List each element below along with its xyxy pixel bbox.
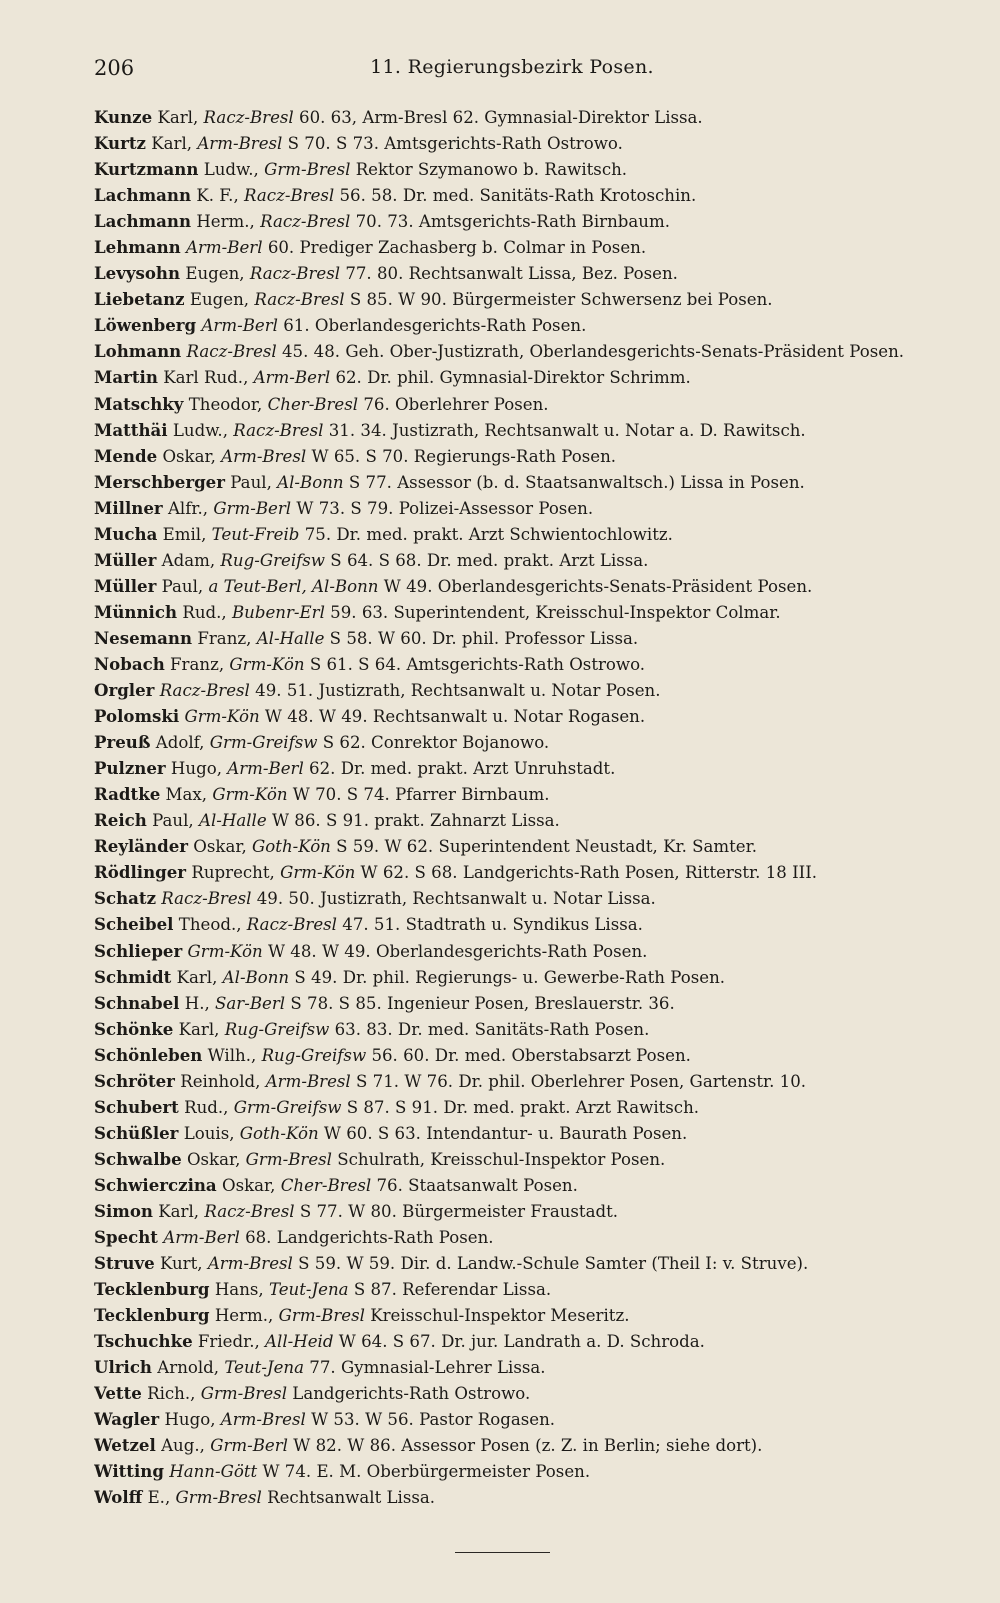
entry-given-name: K. F., [196,186,239,206]
entry-surname: Kurtz [94,133,146,154]
entry-surname: Wolff [94,1487,143,1508]
entry-details: S 70. S 73. Amtsgerichts-Rath Ostrowo. [287,134,623,154]
entry-surname: Schönleben [94,1044,203,1065]
entry-surname: Lohmann [94,341,182,362]
entry-given-name: Ludw., [172,420,228,440]
entry-surname: Kunze [94,107,153,127]
entry-university: Grm-Greifsw [209,733,318,753]
entry-surname: Lachmann [94,185,192,206]
entry-details: 77. Gymnasial-Lehrer Lissa. [309,1358,546,1378]
list-item [94,781,960,807]
entry-details: 31. 34. Justizrath, Rechtsanwalt u. Notar a. D. Rawitsch. [328,420,806,440]
entry-details: W 53. W 56. Pastor Rogasen. [311,1410,556,1430]
entry-given-name: Oskar, [162,446,216,466]
list-item [94,938,960,964]
entry-surname: Nesemann [94,627,193,648]
entry-details: 56. 60. Dr. med. Oberstabsarzt Posen. [371,1045,691,1065]
entry-surname: Schönke [94,1018,174,1039]
list-item [94,1094,960,1120]
entry-given-name: Kurt, [159,1254,203,1274]
page-number: 206 [94,56,135,80]
entry-given-name: Franz, [170,654,225,674]
entry-details: W 49. Oberlandesgerichts-Senats-Präsident Posen. [383,576,813,596]
entry-given-name: Oskar, [193,837,247,857]
entry-given-name: Arnold, [157,1358,220,1378]
entry-university: Goth-Kön [239,1123,319,1143]
entry-surname: Polomski [94,706,180,727]
entry-given-name: Karl, [158,1201,200,1221]
list-item [94,1224,960,1250]
entry-details: W 62. S 68. Landgerichts-Rath Posen, Ritterstr. 18 III. [360,863,818,883]
entry-details: S 87. Referendar Lissa. [353,1280,552,1300]
entry-surname: Münnich [94,601,178,622]
entry-university: Grm-Bresl [175,1488,262,1508]
entry-surname: Vette [94,1383,142,1404]
entry-university: Racz-Bresl [246,915,337,935]
entry-given-name: Eugen, [189,290,250,310]
entry-surname: Schröter [94,1070,175,1091]
entry-surname: Merschberger [94,471,225,492]
entry-surname: Tschuchke [94,1331,193,1352]
entry-given-name: Theod., [178,915,242,935]
list-item [94,1458,960,1484]
entry-university: Arm-Berl [253,368,331,388]
running-head: 11. Regierungsbezirk Posen. [370,56,654,78]
entry-surname: Scheibel [94,914,174,935]
entry-details: W 70. S 74. Pfarrer Birnbaum. [292,785,550,805]
entry-given-name: Hugo, [170,759,222,779]
entry-details: S 85. W 90. Bürgermeister Schwersenz bei Posen. [349,290,773,310]
entry-surname: Rödlinger [94,862,187,883]
list-item [94,312,960,338]
list-item [94,1250,960,1276]
entry-given-name: Paul, [161,576,204,596]
entry-details: 68. Landgerichts-Rath Posen. [245,1228,494,1248]
entry-university: Grm-Berl [213,498,292,518]
entry-university: Racz-Bresl [159,681,250,701]
entry-surname: Martin [94,367,158,388]
entry-surname: Schwierczina [94,1174,217,1195]
list-item [94,364,960,390]
entry-surname: Mende [94,445,158,466]
entry-surname: Ulrich [94,1357,152,1378]
entry-university: Hann-Gött [169,1462,258,1482]
list-item [94,1380,960,1406]
entry-details: W 48. W 49. Oberlandesgerichts-Rath Posen. [267,941,648,961]
footer-rule [455,1552,550,1553]
entry-university: Rug-Greifsw [224,1019,330,1039]
entry-university: Arm-Bresl [207,1254,293,1274]
entry-university: Al-Halle [256,628,325,648]
entry-details: S 59. W 62. Superintendent Neustadt, Kr. Samter. [336,837,757,857]
entry-details: 59. 63. Superintendent, Kreisschul-Inspektor Colmar. [330,602,781,622]
list-item [94,417,960,443]
entry-university: Arm-Berl [186,238,263,258]
entry-given-name: Wilh., [207,1045,257,1065]
list-item [94,990,960,1016]
list-item [94,443,960,469]
entry-university: Teut-Jena [224,1358,304,1378]
entry-given-name: Friedr., [197,1332,260,1352]
entry-given-name: Theodor, [188,394,263,414]
entry-details: 75. Dr. med. prakt. Arzt Schwientochlowitz. [304,524,673,544]
entry-surname: Orgler [94,680,155,701]
entry-university: Arm-Berl [201,316,278,336]
entry-surname: Reyländer [94,836,189,857]
entry-university: Rug-Greifsw [220,550,326,570]
list-item [94,1068,960,1094]
entry-university: Grm-Kön [184,707,260,727]
list-item [94,547,960,573]
entry-university: Al-Halle [198,811,267,831]
entry-university: a Teut-Berl, Al-Bonn [208,576,379,596]
list-item [94,234,960,260]
entry-surname: Tecklenburg [94,1305,210,1326]
entry-details: S 77. W 80. Bürgermeister Fraustadt. [299,1201,619,1221]
entry-details: W 60. S 63. Intendantur- u. Baurath Posen. [323,1123,688,1143]
entry-given-name: Rich., [147,1384,196,1404]
entry-details: S 49. Dr. phil. Regierungs- u. Gewerbe-Rath Posen. [294,967,726,987]
list-item [94,1484,960,1510]
entry-university: Grm-Berl [210,1436,288,1456]
list-item [94,573,960,599]
entry-given-name: Herm., [196,212,255,232]
entry-surname: Tecklenburg [94,1279,210,1300]
entry-details: W 86. S 91. prakt. Zahnarzt Lissa. [271,811,560,831]
entry-university: Grm-Kön [280,863,356,883]
entry-details: 62. Dr. phil. Gymnasial-Direktor Schrimm. [335,368,691,388]
entry-surname: Preuß [94,732,151,753]
entry-surname: Schmidt [94,966,172,987]
entry-details: S 78. S 85. Ingenieur Posen, Breslauerstr. 36. [290,993,675,1013]
list-item [94,521,960,547]
entry-given-name: Karl Rud., [163,368,249,388]
list-item [94,1172,960,1198]
list-item [94,1016,960,1042]
list-item [94,1328,960,1354]
entry-surname: Löwenberg [94,315,197,336]
entry-university: Arm-Bresl [221,446,307,466]
entry-university: Al-Bonn [277,472,344,492]
entry-given-name: Hugo, [164,1410,216,1430]
entry-surname: Schlieper [94,940,183,961]
list-item [94,338,960,364]
entry-given-name: Reinhold, [180,1071,261,1091]
entry-university: Arm-Bresl [220,1410,306,1430]
entry-given-name: Franz, [197,628,252,648]
entry-given-name: Oskar, [221,1175,276,1195]
list-item [94,156,960,182]
entry-university: Cher-Bresl [280,1175,372,1195]
entry-given-name: Karl, [151,134,193,154]
entry-given-name: E., [147,1488,171,1508]
entry-surname: Reich [94,810,147,831]
entry-surname: Müller [94,549,157,570]
entry-surname: Kurtzmann [94,159,199,180]
entry-university: Arm-Berl [163,1228,240,1248]
entry-surname: Lachmann [94,211,192,232]
entry-surname: Müller [94,575,157,596]
entry-given-name: Rud., [184,1097,229,1117]
entry-given-name: Emil, [162,524,207,544]
entry-details: 77. 80. Rechtsanwalt Lissa, Bez. Posen. [345,264,678,284]
entry-university: Grm-Bresl [264,160,351,180]
list-item [94,599,960,625]
entry-surname: Levysohn [94,263,181,284]
entry-details: 45. 48. Geh. Ober-Justizrath, Oberlandesgerichts-Senats-Präsident Posen. [282,342,905,362]
entry-university: Sar-Berl [215,993,286,1013]
entry-surname: Liebetanz [94,289,185,310]
entry-details: 60. Prediger Zachasberg b. Colmar in Posen. [267,238,647,258]
page-header [94,56,930,88]
entry-details: S 62. Conrektor Bojanowo. [322,733,550,753]
entry-university: Bubenr-Erl [231,602,325,622]
entry-surname: Mucha [94,523,158,544]
list-item [94,729,960,755]
entry-given-name: Rud., [182,602,227,622]
entry-university: Al-Bonn [222,967,290,987]
entry-university: Racz-Bresl [204,1201,295,1221]
entry-details: Rechtsanwalt Lissa. [267,1488,436,1508]
entry-university: Racz-Bresl [260,212,351,232]
entry-given-name: Karl, [157,108,199,127]
entry-university: Grm-Bresl [278,1306,365,1326]
entry-university: Grm-Greifsw [233,1097,342,1117]
entry-details: W 48. W 49. Rechtsanwalt u. Notar Rogasen. [264,707,646,727]
entry-details: 70. 73. Amtsgerichts-Rath Birnbaum. [355,212,670,232]
entry-details: Kreisschul-Inspektor Meseritz. [370,1306,630,1326]
list-item [94,208,960,234]
entry-details: W 73. S 79. Polizei-Assessor Posen. [296,498,594,518]
entry-details: W 65. S 70. Regierungs-Rath Posen. [311,446,617,466]
entry-details: S 71. W 76. Dr. phil. Oberlehrer Posen, Gartenstr. 10. [356,1071,807,1091]
entry-given-name: Alfr., [167,498,209,518]
list-item [94,625,960,651]
list-item [94,677,960,703]
entry-given-name: Louis, [183,1123,235,1143]
entry-given-name: H., [184,993,210,1013]
list-item [94,807,960,833]
entry-surname: Schwalbe [94,1148,182,1169]
entry-university: Teut-Freib [211,524,300,544]
entry-university: Arm-Berl [227,759,304,779]
entry-university: Rug-Greifsw [261,1045,367,1065]
entry-surname: Schubert [94,1096,179,1117]
entry-surname: Radtke [94,784,161,805]
entry-given-name: Aug., [161,1436,205,1456]
entry-given-name: Ruprecht, [191,863,275,883]
list-item [94,859,960,885]
entry-university: Arm-Bresl [197,134,283,154]
entry-surname: Schatz [94,888,156,909]
entry-surname: Schüßler [94,1122,179,1143]
entry-surname: Wagler [94,1409,160,1430]
entry-university: Arm-Bresl [265,1071,351,1091]
entry-surname: Nobach [94,653,165,674]
entry-details: 60. 63, Arm-Bresl 62. Gymnasial-Direktor Lissa. [299,108,703,127]
entry-given-name: Oskar, [186,1149,241,1169]
entry-details: W 74. E. M. Oberbürgermeister Posen. [262,1462,591,1482]
entry-surname: Matthäi [94,419,168,440]
entry-details: Landgerichts-Rath Ostrowo. [292,1384,531,1404]
entry-university: Grm-Kön [187,941,263,961]
entry-given-name: Herm., [214,1306,274,1326]
list-item [94,885,960,911]
entry-list [94,104,960,1511]
list-item [94,755,960,781]
entry-university: Goth-Kön [252,837,331,857]
list-item [94,260,960,286]
entry-university: Racz-Bresl [244,186,335,206]
entry-details: 47. 51. Stadtrath u. Syndikus Lissa. [342,915,643,935]
entry-surname: Matschky [94,393,184,414]
entry-university: Racz-Bresl [249,264,341,284]
entry-university: Racz-Bresl [254,290,345,310]
entry-details: 76. Staatsanwalt Posen. [376,1175,578,1195]
entry-details: S 58. W 60. Dr. phil. Professor Lissa. [329,628,639,648]
entry-details: Schulrath, Kreisschul-Inspektor Posen. [337,1149,666,1169]
list-item [94,1198,960,1224]
entry-details: S 61. S 64. Amtsgerichts-Rath Ostrowo. [309,654,646,674]
entry-university: Teut-Jena [268,1280,349,1300]
entry-details: W 64. S 67. Dr. jur. Landrath a. D. Schroda. [338,1332,705,1352]
entry-university: Grm-Kön [229,654,305,674]
entry-details: S 59. W 59. Dir. d. Landw.-Schule Samter (Theil I: v. Struve). [298,1254,809,1274]
entry-university: Racz-Bresl [203,108,294,127]
list-item [94,182,960,208]
entry-university: Racz-Bresl [161,889,252,909]
list-item [94,833,960,859]
entry-surname: Struve [94,1253,155,1274]
entry-university: Grm-Bresl [200,1384,288,1404]
entry-details: Rektor Szymanowo b. Rawitsch. [355,160,628,180]
list-item [94,1406,960,1432]
entry-details: 61. Oberlandesgerichts-Rath Posen. [283,316,587,336]
list-item [94,130,960,156]
entry-university: Grm-Bresl [245,1149,332,1169]
entry-given-name: Paul, [230,472,272,492]
list-item [94,1120,960,1146]
list-item [94,495,960,521]
entry-given-name: Adolf, [155,733,205,753]
entry-given-name: Karl, [176,967,218,987]
entry-details: 62. Dr. med. prakt. Arzt Unruhstadt. [309,759,616,779]
entry-details: S 64. S 68. Dr. med. prakt. Arzt Lissa. [330,550,649,570]
list-item [94,1432,960,1458]
entry-given-name: Ludw., [203,160,259,180]
entry-details: W 82. W 86. Assessor Posen (z. Z. in Berlin; siehe dort). [293,1436,763,1456]
list-item [94,104,960,130]
list-item [94,391,960,417]
entry-university: Grm-Kön [212,785,288,805]
entry-details: 49. 51. Justizrath, Rechtsanwalt u. Notar Posen. [255,681,661,701]
entry-surname: Millner [94,497,163,518]
list-item [94,1146,960,1172]
entry-surname: Witting [94,1461,164,1482]
entry-university: Racz-Bresl [233,420,324,440]
entry-surname: Wetzel [94,1435,156,1456]
entry-given-name: Paul, [152,811,194,831]
list-item [94,964,960,990]
entry-details: 76. Oberlehrer Posen. [363,394,549,414]
entry-given-name: Eugen, [185,264,245,284]
list-item [94,286,960,312]
entry-given-name: Hans, [214,1280,264,1300]
list-item [94,469,960,495]
list-item [94,1042,960,1068]
list-item [94,1302,960,1328]
entry-surname: Pulzner [94,758,166,779]
entry-university: Racz-Bresl [186,342,277,362]
entry-surname: Schnabel [94,992,180,1013]
list-item [94,911,960,937]
entry-surname: Simon [94,1200,153,1221]
entry-details: S 87. S 91. Dr. med. prakt. Arzt Rawitsch. [346,1097,700,1117]
entry-surname: Lehmann [94,237,181,258]
entry-given-name: Karl, [178,1019,220,1039]
entry-details: 56. 58. Dr. med. Sanitäts-Rath Krotoschin. [339,186,697,206]
entry-university: Cher-Bresl [267,394,359,414]
list-item [94,1354,960,1380]
entry-details: 49. 50. Justizrath, Rechtsanwalt u. Notar Lissa. [256,889,656,909]
entry-surname: Specht [94,1227,158,1248]
list-item [94,1276,960,1302]
list-item [94,651,960,677]
entry-details: 63. 83. Dr. med. Sanitäts-Rath Posen. [334,1019,650,1039]
entry-given-name: Adam, [161,550,216,570]
entry-details: S 77. Assessor (b. d. Staatsanwaltsch.) Lissa in Posen. [348,472,805,492]
entry-university: All-Heid [265,1332,334,1352]
entry-given-name: Max, [165,785,208,805]
list-item [94,703,960,729]
